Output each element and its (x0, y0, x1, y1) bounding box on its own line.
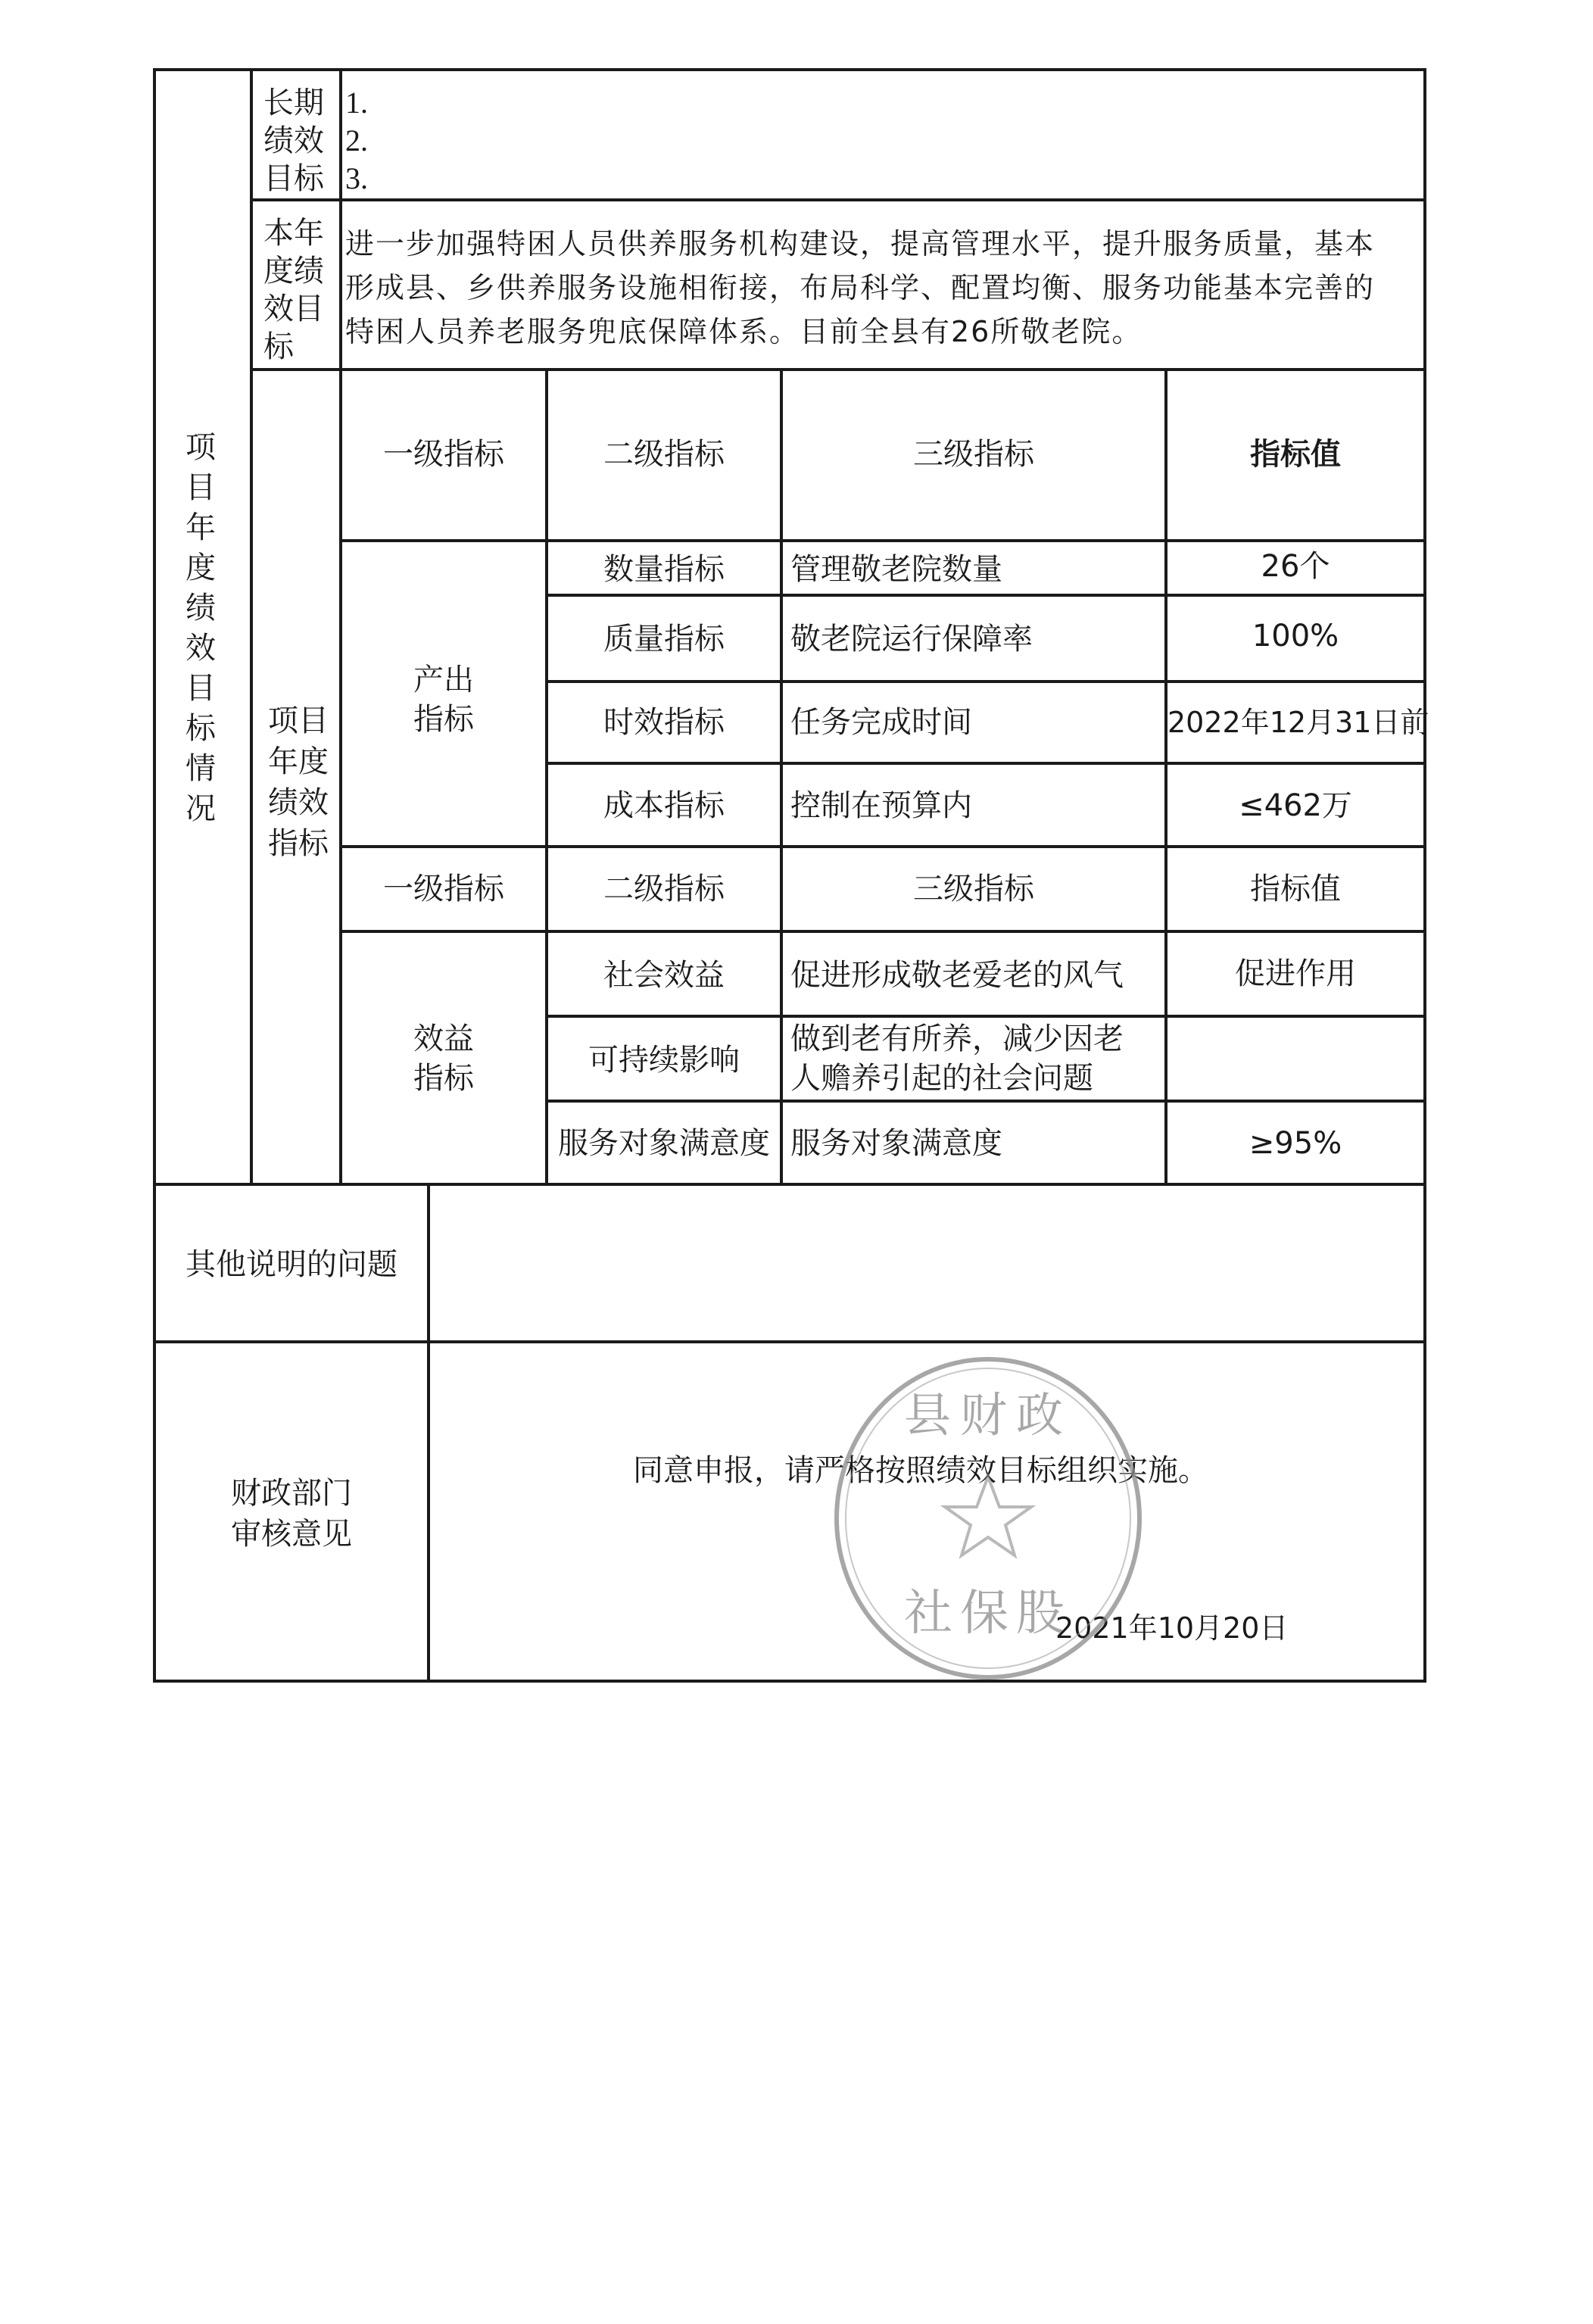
rule-header2-bottom (339, 930, 1426, 933)
header2-level3: 三级指标 (913, 872, 1034, 906)
header-level3: 三级指标 (913, 437, 1034, 472)
outer-label: 项目年度绩效目标情况 (185, 430, 216, 826)
indicators-label-3: 绩效 (268, 785, 329, 820)
long-term-item-1: 1. (345, 86, 368, 120)
official-seal-stamp (825, 1348, 1151, 1689)
stamp-text-bottom: 社保股 (904, 1586, 1072, 1642)
benefit-row1-value: 促进作用 (1235, 956, 1356, 991)
output-row2-level3: 敬老院运行保障率 (790, 622, 1033, 657)
annual-goal-label-2: 度绩 (263, 254, 324, 289)
output-row3-level2: 时效指标 (603, 705, 725, 740)
benefit-row3-value: ≥95% (1249, 1126, 1342, 1161)
output-row4-value: ≤462万 (1239, 788, 1352, 823)
output-label-1: 产出 (413, 663, 474, 697)
finance-review-date: 2021年10月20日 (1055, 1611, 1289, 1645)
long-term-label-2: 绩效 (263, 123, 324, 158)
output-row4-level3: 控制在预算内 (790, 788, 972, 823)
rule-level2-right (780, 368, 783, 1184)
output-row3-level3: 任务完成时间 (790, 705, 972, 740)
header-value: 指标值 (1250, 437, 1341, 472)
annual-goal-line-1: 进一步加强特困人员供养服务机构建设，提高管理水平，提升服务质量，基本 (345, 227, 1376, 260)
output-row1-value: 26个 (1261, 549, 1330, 584)
long-term-label-1: 长期 (263, 86, 324, 120)
header2-value: 指标值 (1250, 872, 1341, 906)
output-row1-level2: 数量指标 (603, 552, 725, 587)
benefit-label-2: 指标 (413, 1061, 474, 1096)
output-row1-level3: 管理敬老院数量 (790, 552, 1002, 587)
annual-goal-line-3: 特困人员养老服务兜底保障体系。目前全县有26所敬老院。 (345, 315, 1143, 348)
benefit-row2-level2: 可持续影响 (588, 1043, 740, 1078)
long-term-label-3: 目标 (263, 161, 324, 196)
stamp-star-icon (945, 1477, 1031, 1555)
header-level2: 二级指标 (603, 437, 725, 472)
indicators-label-1: 项目 (268, 703, 329, 738)
benefit-label-1: 效益 (413, 1022, 474, 1056)
rule-other-bottom (153, 1340, 1426, 1343)
rule-sublabel-right (339, 68, 342, 1184)
header2-level2: 二级指标 (603, 872, 725, 906)
rule-section-bottom (153, 1183, 1426, 1186)
rule-outer-label-right (250, 68, 253, 1184)
output-row3-value: 2022年12月31日前 (1167, 706, 1429, 739)
output-row2-level2: 质量指标 (603, 622, 725, 657)
output-label-2: 指标 (413, 702, 474, 737)
header-level1: 一级指标 (383, 437, 504, 472)
output-row2-value: 100% (1252, 619, 1339, 654)
rule-benefit-row1 (545, 1015, 1426, 1018)
long-term-item-3: 3. (345, 161, 368, 195)
rule-annual-goal-bottom (250, 368, 1426, 371)
benefit-row1-level3: 促进形成敬老爱老的风气 (790, 958, 1124, 993)
indicators-label-2: 年度 (268, 744, 329, 779)
finance-review-label-2: 审核意见 (231, 1517, 352, 1552)
annual-goal-label-4: 标 (263, 329, 294, 364)
annual-goal-label-1: 本年 (263, 216, 324, 251)
other-issues-label: 其他说明的问题 (185, 1247, 397, 1282)
benefit-row2-level3-line2: 人赡养引起的社会问题 (790, 1061, 1093, 1096)
header2-level1: 一级指标 (383, 872, 504, 906)
benefit-row3-level2: 服务对象满意度 (558, 1126, 770, 1161)
annual-goal-line-2: 形成县、乡供养服务设施相衔接，布局科学、配置均衡、服务功能基本完善的 (345, 271, 1376, 304)
annual-goal-label-3: 效目 (263, 292, 324, 326)
finance-review-opinion: 同意申报，请严格按照绩效目标组织实施。 (633, 1453, 1208, 1488)
benefit-row1-level2: 社会效益 (603, 958, 725, 993)
output-row4-level2: 成本指标 (603, 788, 725, 823)
rule-long-term-bottom (250, 198, 1426, 201)
rule-level3-right (1164, 368, 1167, 1184)
rule-output-row3 (545, 762, 1426, 765)
stamp-text-top: 县财政 (903, 1387, 1073, 1443)
rule-bottom-label-right (427, 1183, 430, 1683)
rule-header1-bottom (339, 539, 1426, 542)
finance-review-label-1: 财政部门 (231, 1476, 352, 1511)
indicators-label-4: 指标 (268, 826, 329, 861)
long-term-item-2: 2. (345, 123, 368, 158)
benefit-row3-level3: 服务对象满意度 (790, 1126, 1002, 1161)
benefit-row2-level3-line1: 做到老有所养，减少因老 (790, 1022, 1124, 1056)
rule-output-row1 (545, 594, 1426, 597)
rule-output-bottom (339, 845, 1426, 848)
rule-benefit-row2 (545, 1100, 1426, 1103)
rule-output-row2 (545, 680, 1426, 683)
